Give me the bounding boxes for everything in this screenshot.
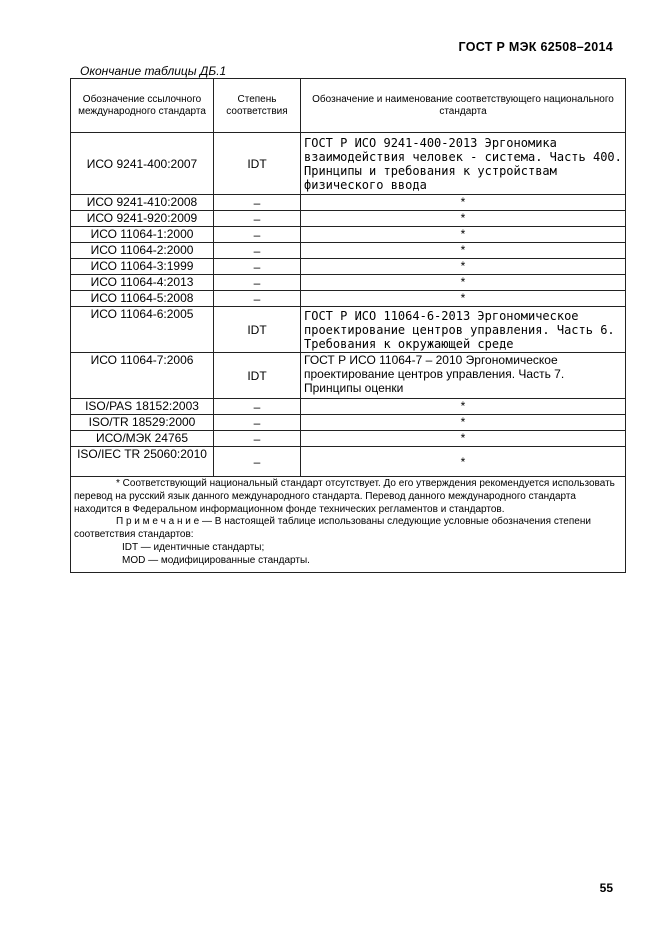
international-standard-cell: ИСО 11064-4:2013 bbox=[71, 275, 214, 291]
national-standard-cell: * bbox=[301, 431, 626, 447]
international-standard-cell: ИСО 11064-6:2005 bbox=[71, 307, 214, 353]
table-row bbox=[71, 133, 626, 195]
international-standard-cell: ИСО 11064-2:2000 bbox=[71, 243, 214, 259]
national-standard-cell: ГОСТ Р ИСО 11064-6-2013 Эргономическое проектирование центров управления. Часть 6. Требования к окружающей среде bbox=[301, 307, 626, 353]
note-mod-text: MOD — модифицированные стандарты. bbox=[122, 554, 310, 566]
document-code: ГОСТ Р МЭК 62508–2014 bbox=[458, 40, 613, 54]
international-standard-cell: ИСО 9241-400:2007 bbox=[71, 133, 214, 195]
international-standard-cell: ISO/TR 18529:2000 bbox=[71, 415, 214, 431]
table-row bbox=[71, 211, 626, 227]
degree-cell: – bbox=[214, 431, 301, 447]
national-standard-cell: * bbox=[301, 447, 626, 477]
national-standard-cell: * bbox=[301, 259, 626, 275]
table-row bbox=[71, 353, 626, 399]
table-row bbox=[71, 259, 626, 275]
degree-cell: – bbox=[214, 275, 301, 291]
note-lead-text: П р и м е ч а н и е — В настоящей таблице использованы следующие условные обозначения степени соответствия стандартов: bbox=[74, 516, 591, 541]
table-header-row bbox=[71, 79, 626, 133]
international-standard-cell: ISO/PAS 18152:2003 bbox=[71, 399, 214, 415]
international-standard-cell: ИСО/МЭК 24765 bbox=[71, 431, 214, 447]
degree-cell: – bbox=[214, 399, 301, 415]
table-row bbox=[71, 243, 626, 259]
table-caption: Окончание таблицы ДБ.1 bbox=[80, 64, 227, 78]
reference-table bbox=[70, 78, 626, 573]
national-standard-cell: * bbox=[301, 275, 626, 291]
table-row bbox=[71, 415, 626, 431]
column-header-degree: Степень соответствия bbox=[214, 79, 301, 133]
international-standard-cell: ИСО 11064-3:1999 bbox=[71, 259, 214, 275]
degree-cell: – bbox=[214, 259, 301, 275]
national-standard-cell: * bbox=[301, 243, 626, 259]
national-standard-cell: * bbox=[301, 227, 626, 243]
notes-cell bbox=[71, 477, 626, 573]
international-standard-cell: ИСО 11064-7:2006 bbox=[71, 353, 214, 399]
national-standard-cell: * bbox=[301, 195, 626, 211]
table-row bbox=[71, 291, 626, 307]
national-standard-cell: * bbox=[301, 211, 626, 227]
degree-cell: – bbox=[214, 227, 301, 243]
table-row bbox=[71, 275, 626, 291]
national-standard-cell: * bbox=[301, 415, 626, 431]
degree-cell: IDT bbox=[214, 133, 301, 195]
table-row bbox=[71, 195, 626, 211]
international-standard-cell: ISO/IEC TR 25060:2010 bbox=[71, 447, 214, 477]
international-standard-cell: ИСО 11064-1:2000 bbox=[71, 227, 214, 243]
notes-row bbox=[71, 477, 626, 573]
table-row bbox=[71, 447, 626, 477]
degree-cell: – bbox=[214, 415, 301, 431]
national-standard-cell: ГОСТ Р ИСО 9241-400-2013 Эргономика взаимодействия человек - система. Часть 400. Принципы и требования к устройствам физического ввода bbox=[301, 133, 626, 195]
page-number: 55 bbox=[599, 881, 613, 895]
national-standard-cell: * bbox=[301, 399, 626, 415]
table-row bbox=[71, 431, 626, 447]
degree-cell: – bbox=[214, 195, 301, 211]
degree-cell: – bbox=[214, 211, 301, 227]
degree-cell: IDT bbox=[214, 353, 301, 399]
column-header-national-standard: Обозначение и наименование соответствующего национального стандарта bbox=[301, 79, 626, 133]
column-header-international-standard: Обозначение ссылочного международного стандарта bbox=[71, 79, 214, 133]
table-row bbox=[71, 399, 626, 415]
international-standard-cell: ИСО 11064-5:2008 bbox=[71, 291, 214, 307]
note-idt-text: IDT — идентичные стандарты; bbox=[122, 541, 265, 553]
table-row bbox=[71, 227, 626, 243]
degree-cell: – bbox=[214, 291, 301, 307]
table-row bbox=[71, 307, 626, 353]
degree-cell: – bbox=[214, 243, 301, 259]
footnote-text: * Соответствующий национальный стандарт отсутствует. До его утверждения рекомендуется использовать перевод на русский язык данного международного стандарта. Перевод данного международного стандарта находится в Федеральном информационном фонде технических регламентов и стандартов. bbox=[74, 478, 615, 515]
international-standard-cell: ИСО 9241-410:2008 bbox=[71, 195, 214, 211]
international-standard-cell: ИСО 9241-920:2009 bbox=[71, 211, 214, 227]
national-standard-cell: * bbox=[301, 291, 626, 307]
degree-cell: IDT bbox=[214, 307, 301, 353]
national-standard-cell: ГОСТ Р ИСО 11064-7 – 2010 Эргономическое проектирование центров управления. Часть 7. Принципы оценки bbox=[301, 353, 626, 399]
degree-cell: – bbox=[214, 447, 301, 477]
